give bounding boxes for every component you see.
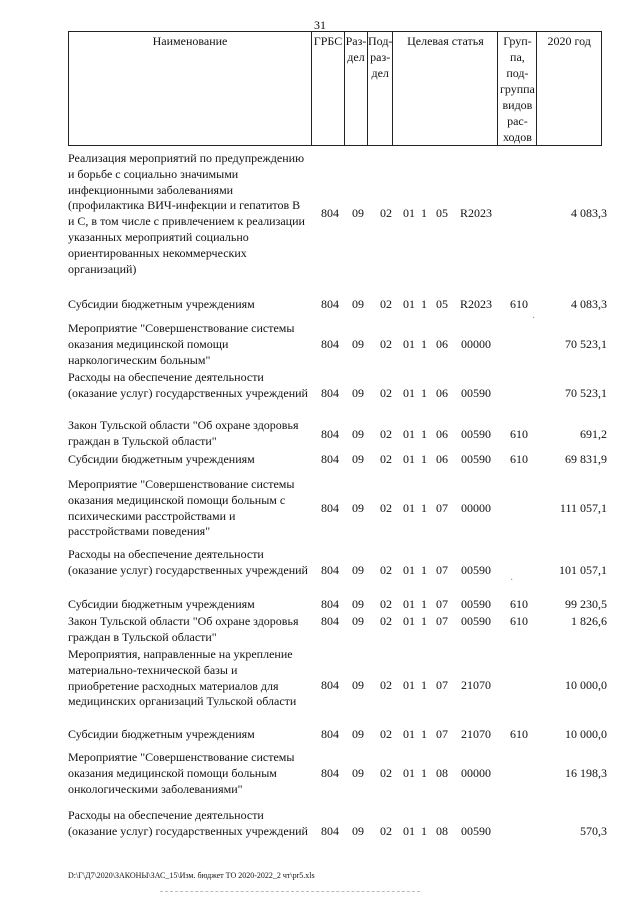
row-target-direction: 00590 [461, 563, 491, 577]
row-target-direction: 00590 [461, 427, 491, 441]
row-amount: 111 057,1 [559, 501, 607, 515]
row-target-event: 05 [436, 297, 448, 311]
row-name: Закон Тульской области "Об охране здоровья граждан в Тульской области" [68, 418, 299, 448]
row-target-subprogram: 1 [421, 727, 427, 741]
header-podrazdel: Под- раз- дел [368, 32, 393, 146]
row-target-subprogram: 1 [421, 563, 427, 577]
row-podrazdel: 02 [380, 501, 392, 515]
row-target-event: 07 [436, 614, 448, 628]
row-target-subprogram: 1 [421, 337, 427, 351]
row-target-program: 01 [403, 501, 415, 515]
row-target-subprogram: 1 [421, 452, 427, 466]
row-podrazdel: 02 [380, 206, 392, 220]
row-target-subprogram: 1 [421, 614, 427, 628]
header-razdel: Раз- дел [345, 32, 368, 146]
row-grbs: 804 [321, 427, 339, 441]
row-podrazdel: 02 [380, 297, 392, 311]
row-razdel: 09 [352, 337, 364, 351]
footer-divider [160, 891, 420, 892]
row-podrazdel: 02 [380, 597, 392, 611]
row-amount: 70 523,1 [565, 386, 607, 400]
row-vr: 610 [510, 597, 528, 611]
row-target-subprogram: 1 [421, 386, 427, 400]
row-name: Мероприятие "Совершенствование системы оказания медицинской помощи больным с психическими расстройствами и расстройствами поведения" [68, 477, 295, 539]
row-name: Расходы на обеспечение деятельности (оказание услуг) государственных учреждений [68, 547, 308, 577]
row-podrazdel: 02 [380, 337, 392, 351]
row-target-direction: 00000 [461, 501, 491, 515]
row-target-subprogram: 1 [421, 297, 427, 311]
row-target-event: 06 [436, 427, 448, 441]
row-name: Субсидии бюджетным учреждениям [68, 727, 255, 741]
row-target-program: 01 [403, 206, 415, 220]
row-target-direction: 00590 [461, 824, 491, 838]
row-name: Мероприятия, направленные на укрепление материально-технической базы и приобретение расходных материалов для медицинских организаций Тульской области [68, 647, 297, 709]
scan-speck: · [532, 313, 536, 324]
row-razdel: 09 [352, 563, 364, 577]
page-number: 31 [314, 18, 326, 32]
row-name: Расходы на обеспечение деятельности (оказание услуг) государственных учреждений [68, 370, 308, 400]
row-grbs: 804 [321, 824, 339, 838]
row-razdel: 09 [352, 206, 364, 220]
row-grbs: 804 [321, 297, 339, 311]
row-target-subprogram: 1 [421, 206, 427, 220]
row-target-event: 05 [436, 206, 448, 220]
row-target-direction: R2023 [459, 206, 492, 220]
header-name: Наименование [69, 32, 312, 146]
row-target-event: 06 [436, 452, 448, 466]
row-vr: 610 [510, 297, 528, 311]
row-grbs: 804 [321, 206, 339, 220]
row-amount: 16 198,3 [565, 766, 607, 780]
row-target-program: 01 [403, 452, 415, 466]
row-amount: 1 826,6 [571, 614, 607, 628]
row-target-event: 07 [436, 727, 448, 741]
row-podrazdel: 02 [380, 766, 392, 780]
row-target-program: 01 [403, 597, 415, 611]
row-amount: 10 000,0 [565, 678, 607, 692]
row-name: Мероприятие "Совершенствование системы оказания медицинской помощи больным онкологическими заболеваниями" [68, 750, 295, 796]
row-target-program: 01 [403, 766, 415, 780]
row-target-event: 07 [436, 678, 448, 692]
row-podrazdel: 02 [380, 614, 392, 628]
row-name: Субсидии бюджетным учреждениям [68, 452, 255, 466]
row-target-program: 01 [403, 678, 415, 692]
row-razdel: 09 [352, 452, 364, 466]
row-amount: 691,2 [580, 427, 607, 441]
row-grbs: 804 [321, 727, 339, 741]
row-podrazdel: 02 [380, 824, 392, 838]
row-vr: 610 [510, 727, 528, 741]
row-amount: 99 230,5 [565, 597, 607, 611]
row-target-subprogram: 1 [421, 597, 427, 611]
row-razdel: 09 [352, 678, 364, 692]
row-target-direction: 00590 [461, 614, 491, 628]
row-grbs: 804 [321, 563, 339, 577]
row-target-direction: 00590 [461, 386, 491, 400]
row-target-program: 01 [403, 386, 415, 400]
row-podrazdel: 02 [380, 678, 392, 692]
row-target-event: 07 [436, 501, 448, 515]
header-year: 2020 год [537, 32, 602, 146]
row-grbs: 804 [321, 614, 339, 628]
row-target-program: 01 [403, 824, 415, 838]
row-name: Субсидии бюджетным учреждениям [68, 597, 255, 611]
row-grbs: 804 [321, 452, 339, 466]
row-razdel: 09 [352, 597, 364, 611]
row-grbs: 804 [321, 678, 339, 692]
row-razdel: 09 [352, 824, 364, 838]
row-podrazdel: 02 [380, 386, 392, 400]
row-target-program: 01 [403, 727, 415, 741]
row-target-subprogram: 1 [421, 824, 427, 838]
row-target-program: 01 [403, 614, 415, 628]
row-target-subprogram: 1 [421, 766, 427, 780]
file-path-footer: D:\Г\Д7\2020\ЗАКОНЫ\ЗАС_15\Изм. бюджет ТО 2020-2022_2 чт\pr5.xls [68, 871, 315, 880]
row-target-direction: R2023 [459, 297, 492, 311]
row-amount: 4 083,3 [571, 297, 607, 311]
row-podrazdel: 02 [380, 563, 392, 577]
row-podrazdel: 02 [380, 727, 392, 741]
header-target: Целевая статья [393, 32, 498, 146]
row-target-event: 08 [436, 824, 448, 838]
row-target-direction: 00000 [461, 337, 491, 351]
row-target-program: 01 [403, 337, 415, 351]
row-target-program: 01 [403, 297, 415, 311]
row-grbs: 804 [321, 501, 339, 515]
row-amount: 101 057,1 [559, 563, 607, 577]
row-grbs: 804 [321, 597, 339, 611]
row-podrazdel: 02 [380, 452, 392, 466]
scan-speck: · [510, 575, 514, 586]
row-razdel: 09 [352, 614, 364, 628]
row-grbs: 804 [321, 386, 339, 400]
row-amount: 4 083,3 [571, 206, 607, 220]
row-amount: 570,3 [580, 824, 607, 838]
row-amount: 10 000,0 [565, 727, 607, 741]
row-target-direction: 00000 [461, 766, 491, 780]
row-razdel: 09 [352, 501, 364, 515]
row-target-program: 01 [403, 427, 415, 441]
row-target-direction: 21070 [461, 678, 491, 692]
row-name: Мероприятие "Совершенствование системы оказания медицинской помощи наркологическим больным" [68, 321, 295, 367]
row-grbs: 804 [321, 766, 339, 780]
row-razdel: 09 [352, 766, 364, 780]
row-name: Субсидии бюджетным учреждениям [68, 297, 255, 311]
row-target-subprogram: 1 [421, 501, 427, 515]
row-razdel: 09 [352, 727, 364, 741]
row-target-subprogram: 1 [421, 427, 427, 441]
header-vr: Груп- па, под- группа видов рас- ходов [498, 32, 537, 146]
row-target-event: 06 [436, 386, 448, 400]
row-razdel: 09 [352, 297, 364, 311]
row-target-direction: 00590 [461, 597, 491, 611]
row-razdel: 09 [352, 386, 364, 400]
row-name: Расходы на обеспечение деятельности (оказание услуг) государственных учреждений [68, 808, 308, 838]
row-target-direction: 21070 [461, 727, 491, 741]
header-grbs: ГРБС [312, 32, 345, 146]
row-amount: 69 831,9 [565, 452, 607, 466]
row-target-event: 07 [436, 563, 448, 577]
row-target-subprogram: 1 [421, 678, 427, 692]
row-target-direction: 00590 [461, 452, 491, 466]
table-header [68, 31, 602, 146]
row-podrazdel: 02 [380, 427, 392, 441]
row-target-event: 08 [436, 766, 448, 780]
row-vr: 610 [510, 452, 528, 466]
row-target-event: 07 [436, 597, 448, 611]
row-vr: 610 [510, 427, 528, 441]
row-target-event: 06 [436, 337, 448, 351]
row-name: Реализация мероприятий по предупреждению и борьбе с социально значимыми инфекционными заболеваниями (профилактика ВИЧ-инфекции и гепатитов В и С, в том числе с привлечением к реализации указанных мероприятий социально ориентированных некоммерческих организаций) [68, 151, 305, 276]
row-vr: 610 [510, 614, 528, 628]
row-amount: 70 523,1 [565, 337, 607, 351]
row-target-program: 01 [403, 563, 415, 577]
row-name: Закон Тульской области "Об охране здоровья граждан в Тульской области" [68, 614, 299, 644]
row-razdel: 09 [352, 427, 364, 441]
row-grbs: 804 [321, 337, 339, 351]
